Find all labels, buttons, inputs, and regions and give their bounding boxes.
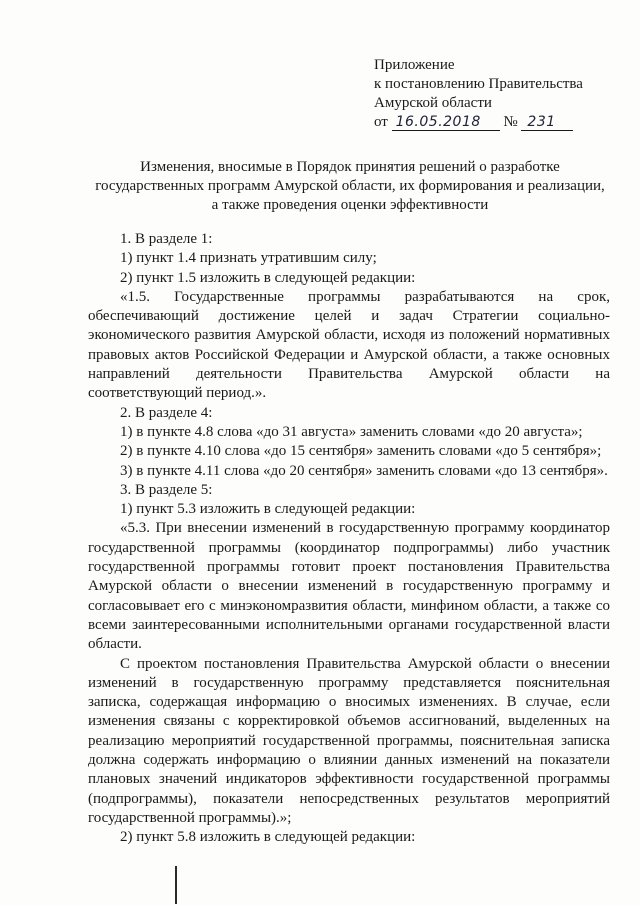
appendix-label: Приложение	[374, 57, 455, 73]
number-prefix: №	[503, 114, 518, 130]
appendix-block	[374, 56, 583, 132]
item-1-5-intro: 2) пункт 1.5 изложить в следующей редакции:	[120, 269, 416, 286]
title-line-3: а также проведения оценки эффективности	[211, 197, 489, 213]
item-5-3-note: С проектом постановления Правительства Амурской области о внесении изменений в государственную программу представляется пояснительная записка, содержащая информацию о вносимых изменениях. В случае, если изменения связаны с корректировкой объемов ассигнований, выделенных на реализацию мероприятий государственной программы, пояснительная записка должна содержать информацию о влиянии данных изменений на показатели плановых значений индикаторов эффективности государственной программы (подпрограммы), показатели непосредственных результатов мероприятий государственной программы).»;	[88, 655, 610, 826]
section-5-heading: 3. В разделе 5:	[120, 481, 213, 498]
item-1-4: 1) пункт 1.4 признать утратившим силу;	[120, 250, 377, 267]
item-5-3-text: «5.3. При внесении изменений в государственную программу координатор государственной программы (координатор подпрограммы) либо участник государственной программы готовит проект постановления Правительства Амурской области о внесении изменений в государственную программу и согласовывает его с минэкономразвития области, минфином области, а также со всеми заинтересованными исполнительными органами государственной власти области.	[88, 520, 610, 653]
title-line-2: государственных программ Амурской области, их формирования и реализации,	[95, 178, 605, 194]
document-body	[88, 230, 610, 848]
appendix-region: Амурской области	[374, 95, 492, 111]
section-4-heading: 2. В разделе 4:	[120, 404, 213, 421]
handwritten-number: 231	[521, 115, 573, 131]
item-5-3-intro: 1) пункт 5.3 изложить в следующей редакции:	[120, 501, 416, 518]
item-4-11: 3) в пункте 4.11 слова «до 20 сентября» заменить словами «до 13 сентября».	[120, 462, 608, 479]
item-5-8-intro: 2) пункт 5.8 изложить в следующей редакции:	[120, 829, 416, 846]
appendix-date-number	[374, 113, 583, 132]
title-line-1: Изменения, вносимые в Порядок принятия решений о разработке	[140, 159, 560, 175]
appendix-resolution: к постановлению Правительства	[374, 76, 583, 92]
item-4-8: 1) в пункте 4.8 слова «до 31 августа» заменить словами «до 20 августа»;	[120, 423, 583, 440]
handwritten-date: 16.05.2018	[392, 115, 500, 131]
item-1-5-text: «1.5. Государственные программы разрабатываются на срок, обеспечивающий достижение целей и задач Стратегии социально-экономического развития Амурской области, исходя из положений нормативных правовых актов Российской Федерации и Амурской области, а также основных направлений деятельности Правительства Амурской области на соответствующий период.».	[88, 288, 610, 402]
item-4-10: 2) в пункте 4.10 слова «до 15 сентября» заменить словами «до 5 сентября»;	[120, 443, 602, 460]
scan-artifact-line	[175, 866, 177, 904]
document-title	[84, 158, 616, 215]
date-prefix: от	[374, 114, 388, 130]
section-1-heading: 1. В разделе 1:	[120, 231, 213, 247]
